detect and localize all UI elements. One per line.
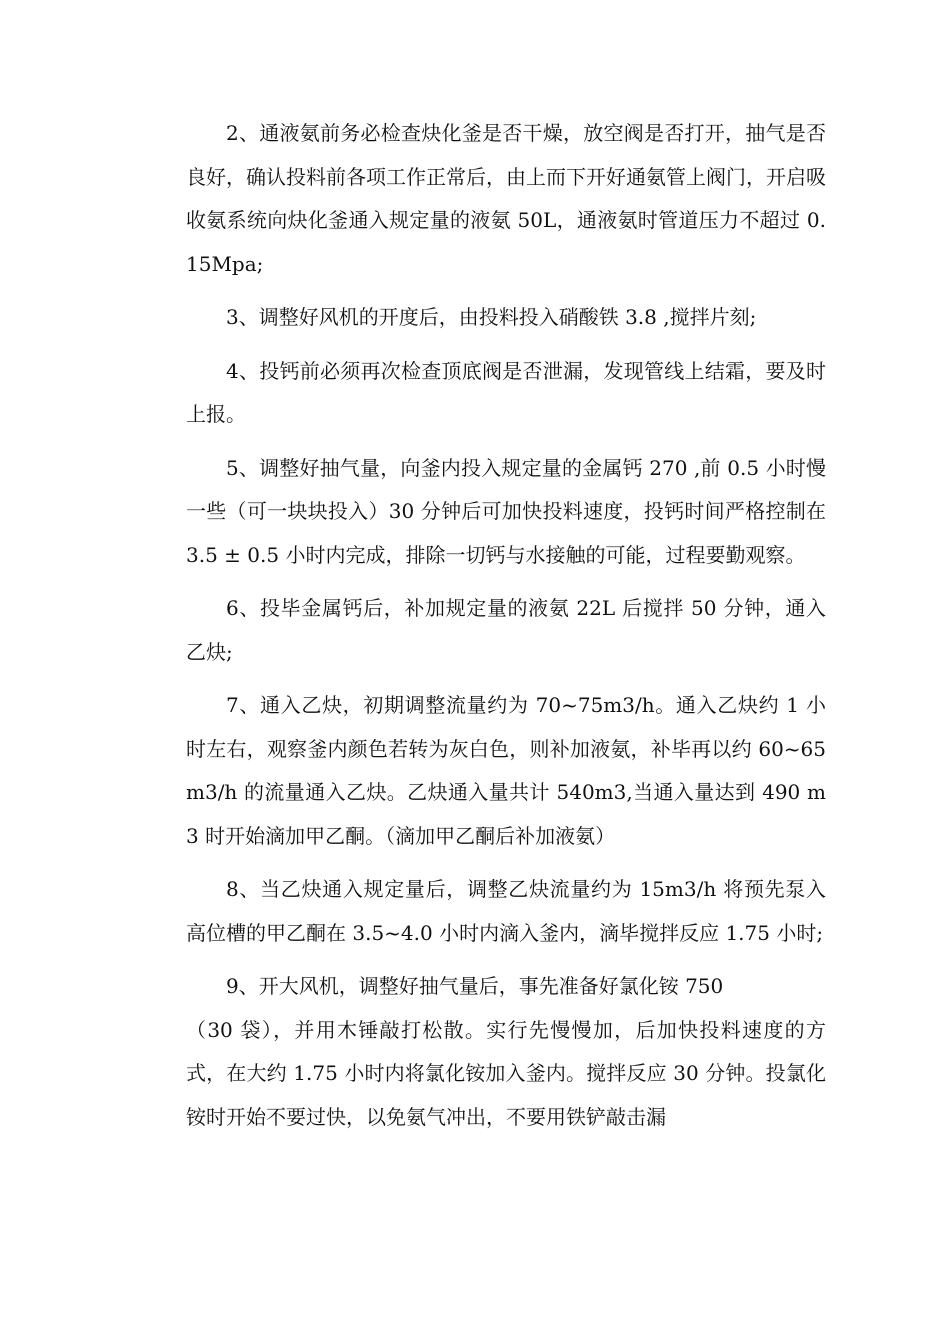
document-body	[186, 112, 826, 1149]
paragraph-step-9: 9、开大风机，调整好抽气量后，事先准备好氯化铵 750	[226, 974, 724, 998]
paragraph-step-4: 4、投钙前必须再次检查顶底阀是否泄漏，发现管线上结霜，要及时上报。	[186, 358, 826, 426]
paragraph-step-5: 5、调整好抽气量，向釜内投入规定量的金属钙 270 ,前 0.5 小时慢一些（可一块块投入）30 分钟后可加快投料速度，投钙时间严格控制在 3.5 ± 0.5 小时内完成，排除一切钙与水接触的可能，过程要勤观察。	[186, 455, 826, 567]
paragraph-step-7: 7、通入乙炔，初期调整流量约为 70~75m3/h。通入乙炔约 1 小时左右，观察釜内颜色若转为灰白色，则补加液氨，补毕再以约 60~65m3/h 的流量通入乙炔。乙炔通入量共计 540m3,当通入量达到 490 m3 时开始滴加甲乙酮。（滴加甲乙酮后补加液氨）	[186, 693, 826, 848]
paragraph-step-3: 3、调整好风机的开度后，由投料投入硝酸铁 3.8 ,搅拌片刻;	[226, 305, 757, 329]
paragraph-step-9-continued: （30 袋），并用木锤敲打松散。实行先慢慢加，后加快投料速度的方式，在大约 1.75 小时内将氯化铵加入釜内。搅拌反应 30 分钟。投氯化铵时开始不要过快，以免氨气冲出，不要用铁铲敲击漏	[186, 1017, 826, 1129]
paragraph-step-2: 2、通液氨前务必检查炔化釜是否干燥，放空阀是否打开，抽气是否良好，确认投料前各项工作正常后，由上而下开好通氨管上阀门，开启吸收氨系统向炔化釜通入规定量的液氨 50L，通液氨时管道压力不超过 0.15Mpa;	[186, 121, 826, 276]
paragraph-step-6: 6、投毕金属钙后，补加规定量的液氨 22L 后搅拌 50 分钟，通入乙炔;	[186, 596, 826, 664]
paragraph-step-8: 8、当乙炔通入规定量后，调整乙炔流量约为 15m3/h 将预先泵入高位槽的甲乙酮在 3.5~4.0 小时内滴入釜内，滴毕搅拌反应 1.75 小时;	[186, 877, 826, 945]
